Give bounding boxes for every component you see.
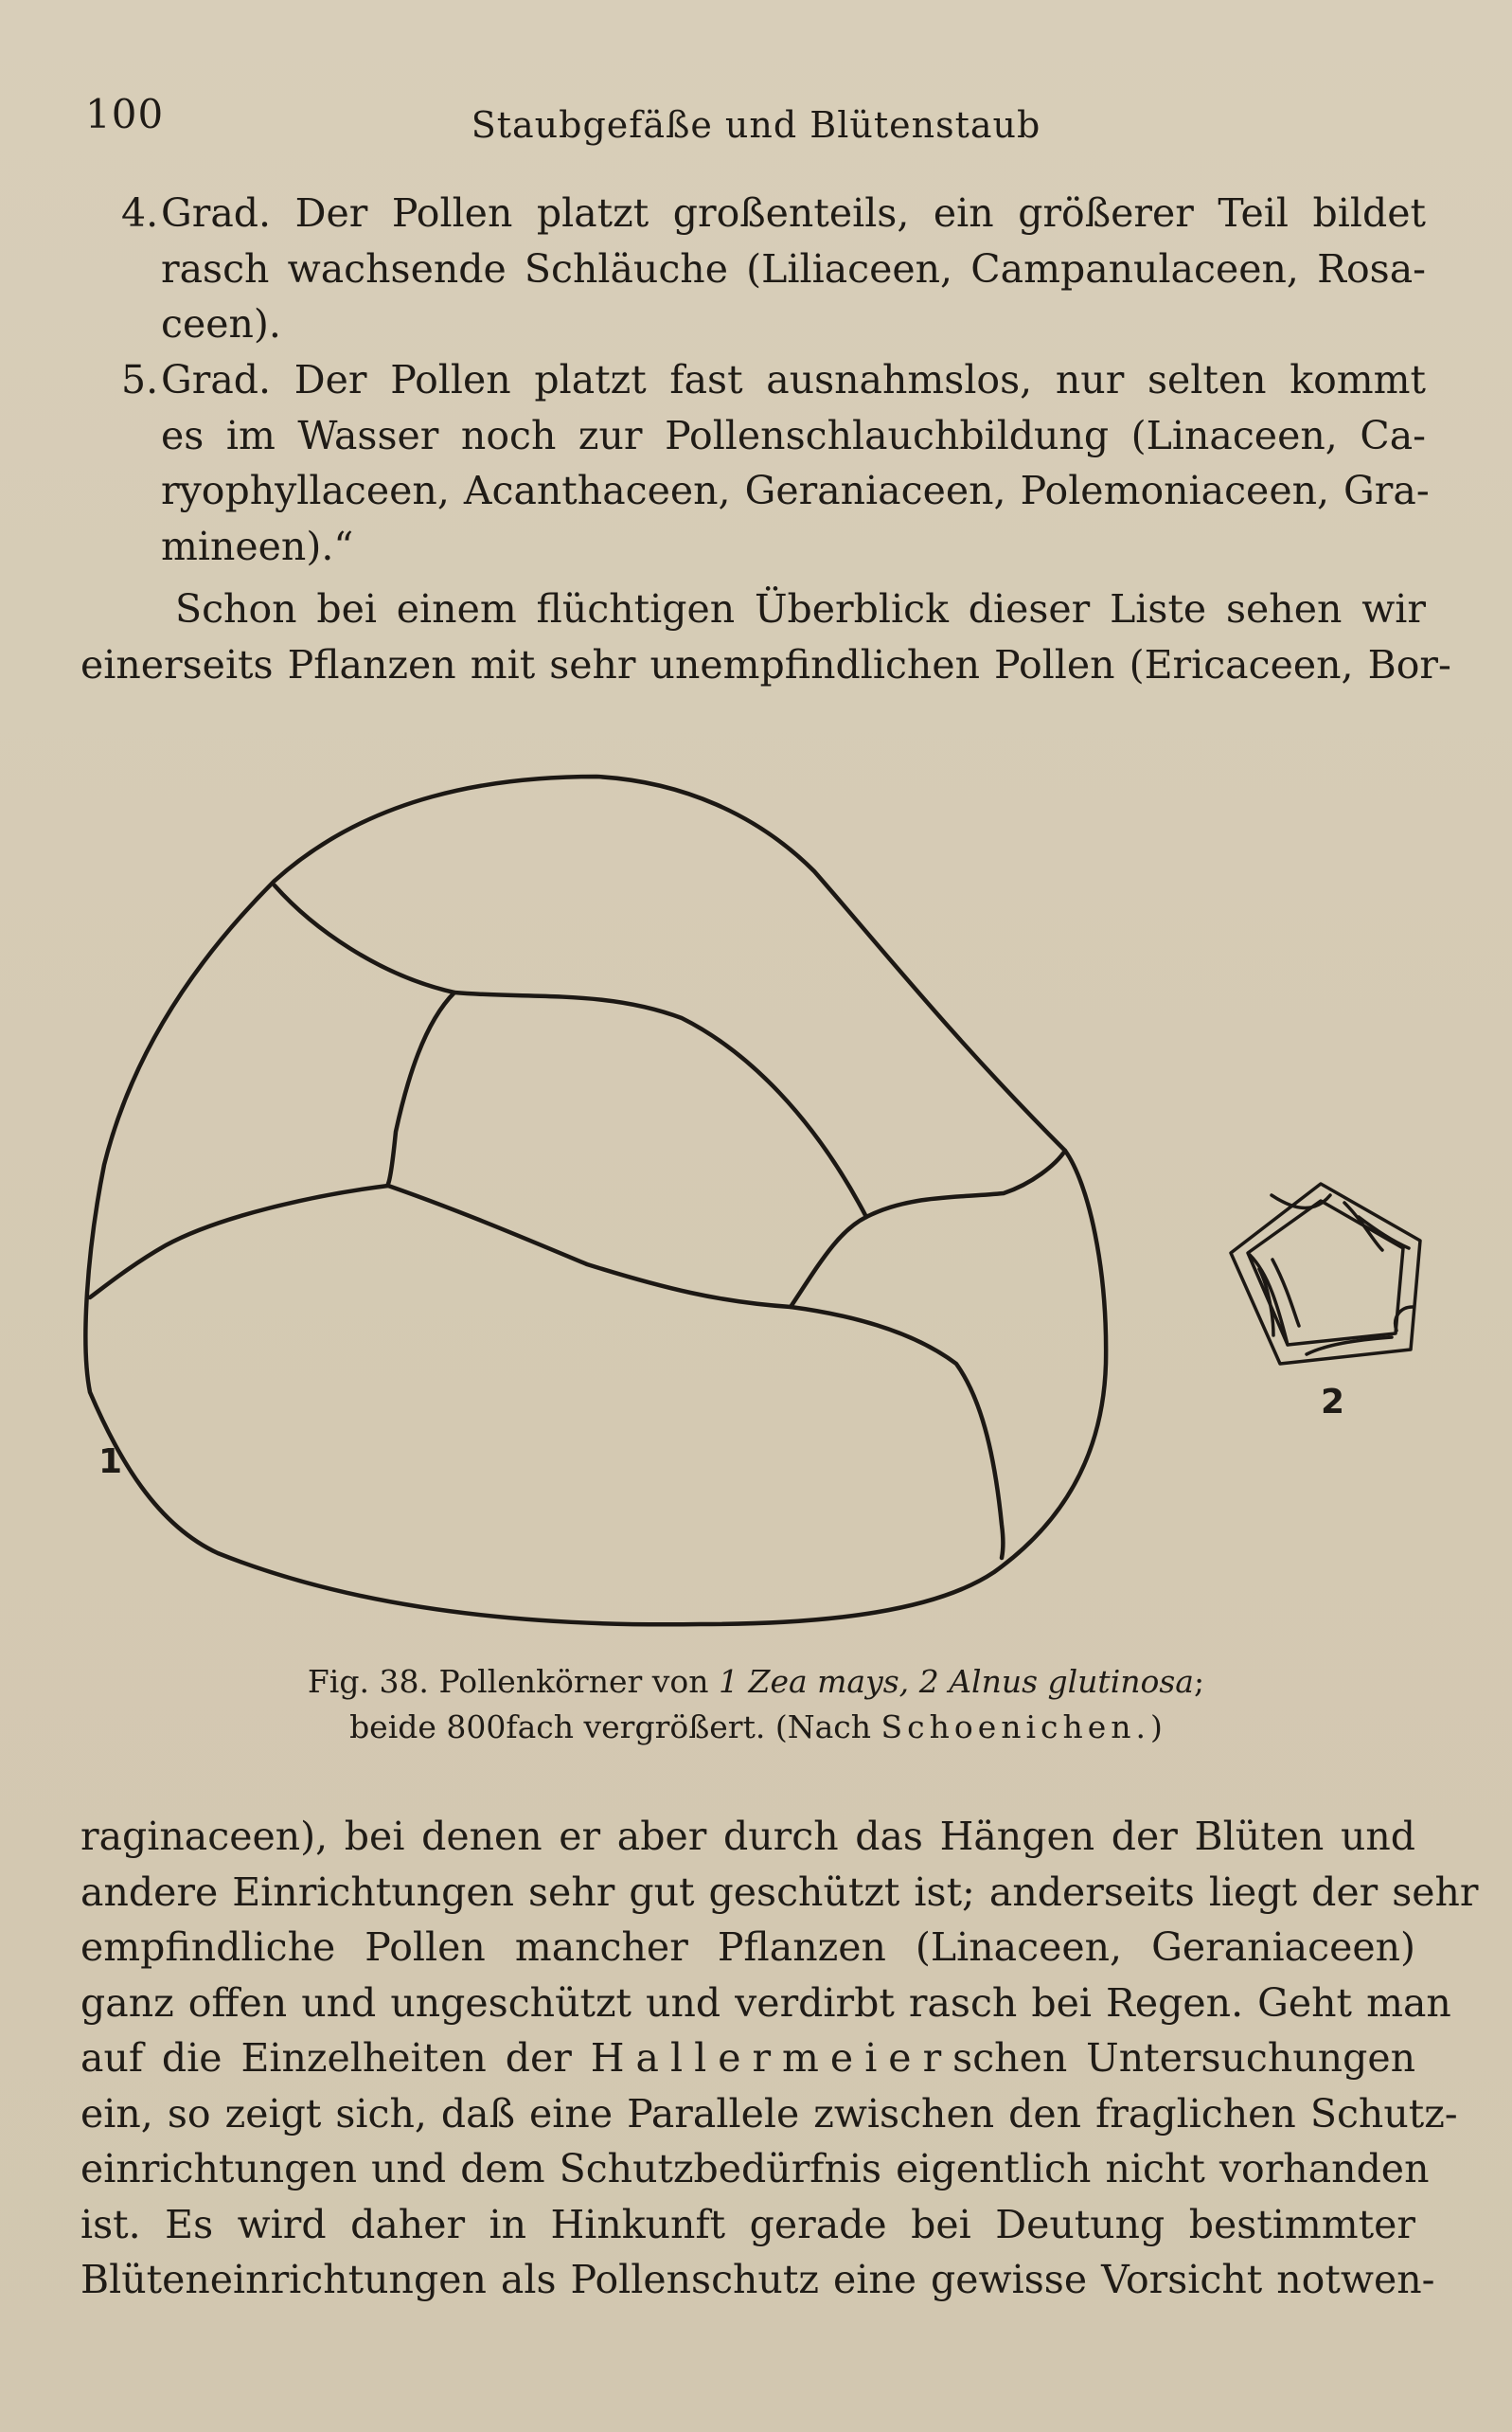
text-line xyxy=(80,2030,1415,2086)
caption-punct: ; xyxy=(1193,1663,1205,1700)
text-line: einrichtungen und dem Schutzbedürfnis eigentlich nicht vorhanden xyxy=(80,2146,1430,2191)
text-line: es im Wasser noch zur Pollenschlauchbildung (Linaceen, Ca- xyxy=(161,412,1426,458)
text-line: ryophyllaceen, Acanthaceen, Geraniaceen, Polemoniaceen, Gra- xyxy=(161,468,1430,513)
caption-fig-number: Fig. 38. xyxy=(307,1663,429,1700)
text-line: ist. Es wird daher in Hinkunft gerade bei Deutung bestimmter xyxy=(80,2201,1415,2247)
caption-species: Zea mays, xyxy=(748,1663,910,1700)
text-segment: auf die Einzelheiten der xyxy=(80,2035,572,2081)
figure-caption xyxy=(0,1659,1512,1750)
text-line: raginaceen), bei denen er aber durch das Hängen der Blüten und xyxy=(80,1814,1415,1859)
text-line: ganz offen und ungeschützt und verdirbt rasch bei Regen. Geht man xyxy=(80,1979,1451,2026)
text-line: andere Einrichtungen sehr gut geschützt ist; anderseits liegt der sehr xyxy=(80,1869,1479,1915)
caption-species: Alnus glutinosa xyxy=(949,1663,1194,1700)
caption-author: Schoenichen. xyxy=(881,1708,1151,1745)
paragraph xyxy=(80,1809,1479,2308)
caption-number: 1 xyxy=(719,1663,739,1700)
text-line: Grad. Der Pollen platzt großenteils, ein größerer Teil bildet xyxy=(161,190,1426,236)
figure-label-2: 2 xyxy=(1321,1383,1345,1422)
running-header: Staubgefäße und Blütenstaub xyxy=(471,104,1041,146)
caption-text: Pollenkörner von xyxy=(438,1663,709,1700)
text-line: ein, so zeigt sich, daß eine Parallele zwischen den fraglichen Schutz- xyxy=(80,2090,1458,2137)
caption-number: 2 xyxy=(918,1663,939,1700)
text-line: empfindliche Pollen mancher Pflanzen (Linaceen, Geraniaceen) xyxy=(80,1924,1415,1970)
author-name: Hallermeier xyxy=(590,2035,953,2081)
caption-text: beide 800fach vergrößert. (Nach xyxy=(349,1708,871,1745)
alnus-glutinosa-pollen-drawing xyxy=(1231,1184,1420,1364)
text-line: mineen).“ xyxy=(161,523,354,569)
text-segment: schen Untersuchungen xyxy=(952,2035,1415,2081)
caption-punct: ) xyxy=(1150,1708,1163,1745)
text-line: Grad. Der Pollen platzt fast ausnahmslos, nur selten kommt xyxy=(161,357,1426,402)
text-line: rasch wachsende Schläuche (Liliaceen, Campanulaceen, Rosa- xyxy=(161,245,1426,292)
page-number: 100 xyxy=(85,91,165,137)
figure-label-1: 1 xyxy=(98,1442,123,1481)
list-number: 5. xyxy=(121,357,159,402)
list-number: 4. xyxy=(121,190,159,236)
text-line: Blüteneinrichtungen als Pollenschutz eine gewisse Vorsicht notwen- xyxy=(80,2257,1435,2302)
text-line: Schon bei einem flüchtigen Überblick dieser Liste sehen wir xyxy=(175,586,1426,632)
text-line: ceen). xyxy=(161,301,281,347)
zea-mays-pollen-drawing xyxy=(85,777,1106,1624)
text-line: einerseits Pflanzen mit sehr unempfindlichen Pollen (Ericaceen, Bor- xyxy=(80,641,1451,688)
